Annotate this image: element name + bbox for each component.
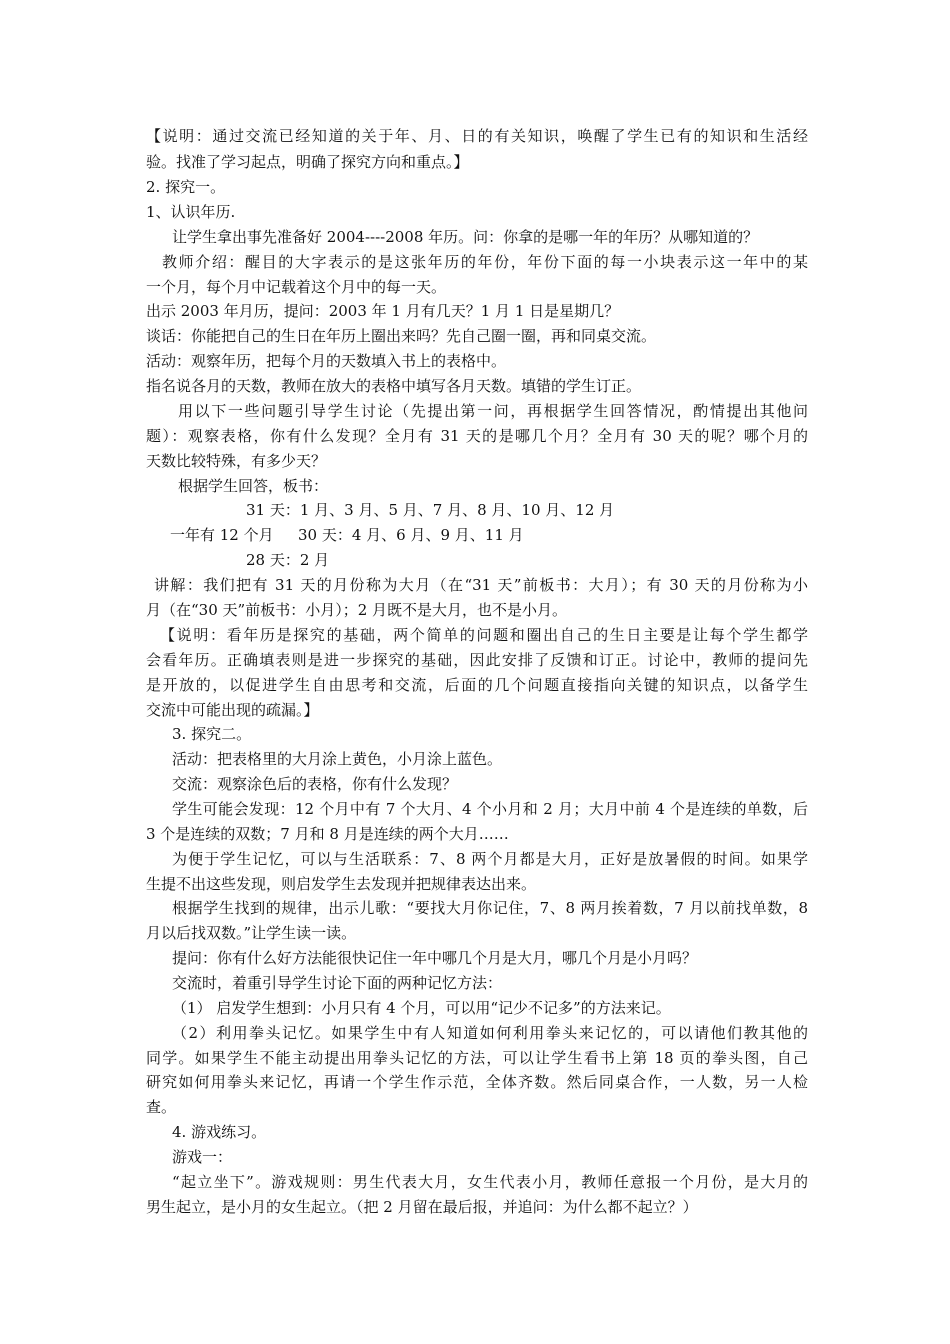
board-31-days: 31 天：1 月、3 月、5 月、7 月、8 月、10 月、12 月 xyxy=(246,501,615,519)
paragraph-line: 交流时，着重引导学生讨论下面的两种记忆方法： xyxy=(172,974,503,992)
paragraph-line: 根据学生找到的规律，出示儿歌：“要找大月你记住，7、8 两月挨着数，7 月以前找单数，8 xyxy=(172,899,808,917)
paragraph-line: 同学。如果学生不能主动提出用拳头记忆的方法，可以让学生看书上第 18 页的拳头图，自己 xyxy=(146,1049,808,1067)
note-2-line: 是开放的，以促进学生自由思考和交流，后面的几个问题直接指向关键的知识点，以备学生 xyxy=(146,676,808,694)
paragraph-line: 教师介绍：醒目的大字表示的是这张年历的年份，年份下面的每一小块表示这一年中的某 xyxy=(162,253,808,271)
paragraph-line: 出示 2003 年月历，提问：2003 年 1 月有几天？1 月 1 日是星期几？ xyxy=(146,302,620,320)
paragraph-line: 生提不出这些发现，则启发学生去发现并把规律表达出来。 xyxy=(146,875,537,893)
paragraph-line: 让学生拿出事先准备好 2004----2008 年历。问：你拿的是哪一年的年历？从哪知道的？ xyxy=(172,228,759,246)
paragraph-line: 用以下一些问题引导学生讨论（先提出第一问，再根据学生回答情况，酌情提出其他问 xyxy=(178,402,808,420)
paragraph-line: 3 个是连续的双数；7 月和 8 月是连续的两个大月…… xyxy=(146,825,509,843)
paragraph-line: 月以后找双数。”让学生读一读。 xyxy=(146,924,357,942)
paragraph-line: （1） 启发学生想到：小月只有 4 个月，可以用“记少不记多”的方法来记。 xyxy=(172,999,671,1017)
board-twelve-months: 一年有 12 个月 xyxy=(170,526,274,544)
note-2-line: 交流中可能出现的疏漏。】 xyxy=(146,701,319,719)
board-30-days: 30 天：4 月、6 月、9 月、11 月 xyxy=(298,526,524,544)
note-2-line: 【说明：看年历是探究的基础，两个简单的问题和圈出自己的生日主要是让每个学生都学 xyxy=(160,626,808,644)
paragraph-line: 为便于学生记忆，可以与生活联系：7、8 两个月都是大月，正好是放暑假的时间。如果学 xyxy=(172,850,808,868)
note-1-line-1: 【说明：通过交流已经知道的关于年、月、日的有关知识，唤醒了学生已有的知识和生活经 xyxy=(146,127,808,145)
paragraph-line: 活动：观察年历，把每个月的天数填入书上的表格中。 xyxy=(146,352,507,370)
paragraph-line: 活动：把表格里的大月涂上黄色，小月涂上蓝色。 xyxy=(172,750,503,768)
paragraph-line: 题）：观察表格，你有什么发现？全月有 31 天的是哪几个月？全月有 30 天的呢？哪个月的 xyxy=(146,427,808,445)
paragraph-line: 根据学生回答，板书： xyxy=(178,477,329,495)
subheading-calendar: 1、认识年历. xyxy=(146,203,236,221)
paragraph-line: 男生起立，是小月的女生起立。（把 2 月留在最后报，并追问：为什么都不起立？） xyxy=(146,1198,698,1216)
subheading-game-1: 游戏一： xyxy=(172,1148,233,1166)
paragraph-line: 讲解：我们把有 31 天的月份称为大月（在“31 天”前板书：大月）；有 30 天的月份称为小 xyxy=(154,576,808,594)
paragraph-line: 学生可能会发现：12 个月中有 7 个大月、4 个小月和 2 月；大月中前 4 个是连续的单数，后 xyxy=(172,800,808,818)
paragraph-line: 天数比较特殊，有多少天？ xyxy=(146,452,327,470)
paragraph-line: （2）利用拳头记忆。如果学生中有人知道如何利用拳头来记忆的，可以请他们教其他的 xyxy=(172,1024,808,1042)
paragraph-line: “起立坐下”。游戏规则：男生代表大月，女生代表小月，教师任意报一个月份，是大月的 xyxy=(172,1173,808,1191)
note-2-line: 会看年历。正确填表则是进一步探究的基础，因此安排了反馈和订正。讨论中，教师的提问先 xyxy=(146,651,808,669)
paragraph-line: 谈话：你能把自己的生日在年历上圈出来吗？先自己圈一圈，再和同桌交流。 xyxy=(146,327,657,345)
paragraph-line: 研究如何用拳头来记忆，再请一个学生作示范，全体齐数。然后同桌合作，一人数，另一人检 xyxy=(146,1073,808,1091)
paragraph-line: 指名说各月的天数，教师在放大的表格中填写各月天数。填错的学生订正。 xyxy=(146,377,642,395)
section-heading-explore-1: 2. 探究一。 xyxy=(146,178,226,196)
paragraph-line: 提问：你有什么好方法能很快记住一年中哪几个月是大月，哪几个月是小月吗？ xyxy=(172,949,698,967)
section-heading-game-practice: 4. 游戏练习。 xyxy=(172,1123,267,1141)
paragraph-line: 交流：观察涂色后的表格，你有什么发现？ xyxy=(172,775,458,793)
paragraph-line: 月（在“30 天”前板书：小月）；2 月既不是大月，也不是小月。 xyxy=(146,601,568,619)
paragraph-line: 一个月，每个月中记载着这个月中的每一天。 xyxy=(146,278,447,296)
board-28-days: 28 天：2 月 xyxy=(246,551,330,569)
paragraph-line: 查。 xyxy=(146,1098,177,1116)
section-heading-explore-2: 3. 探究二。 xyxy=(172,725,252,743)
note-1-line-2: 验。找准了学习起点，明确了探究方向和重点。】 xyxy=(146,153,469,171)
